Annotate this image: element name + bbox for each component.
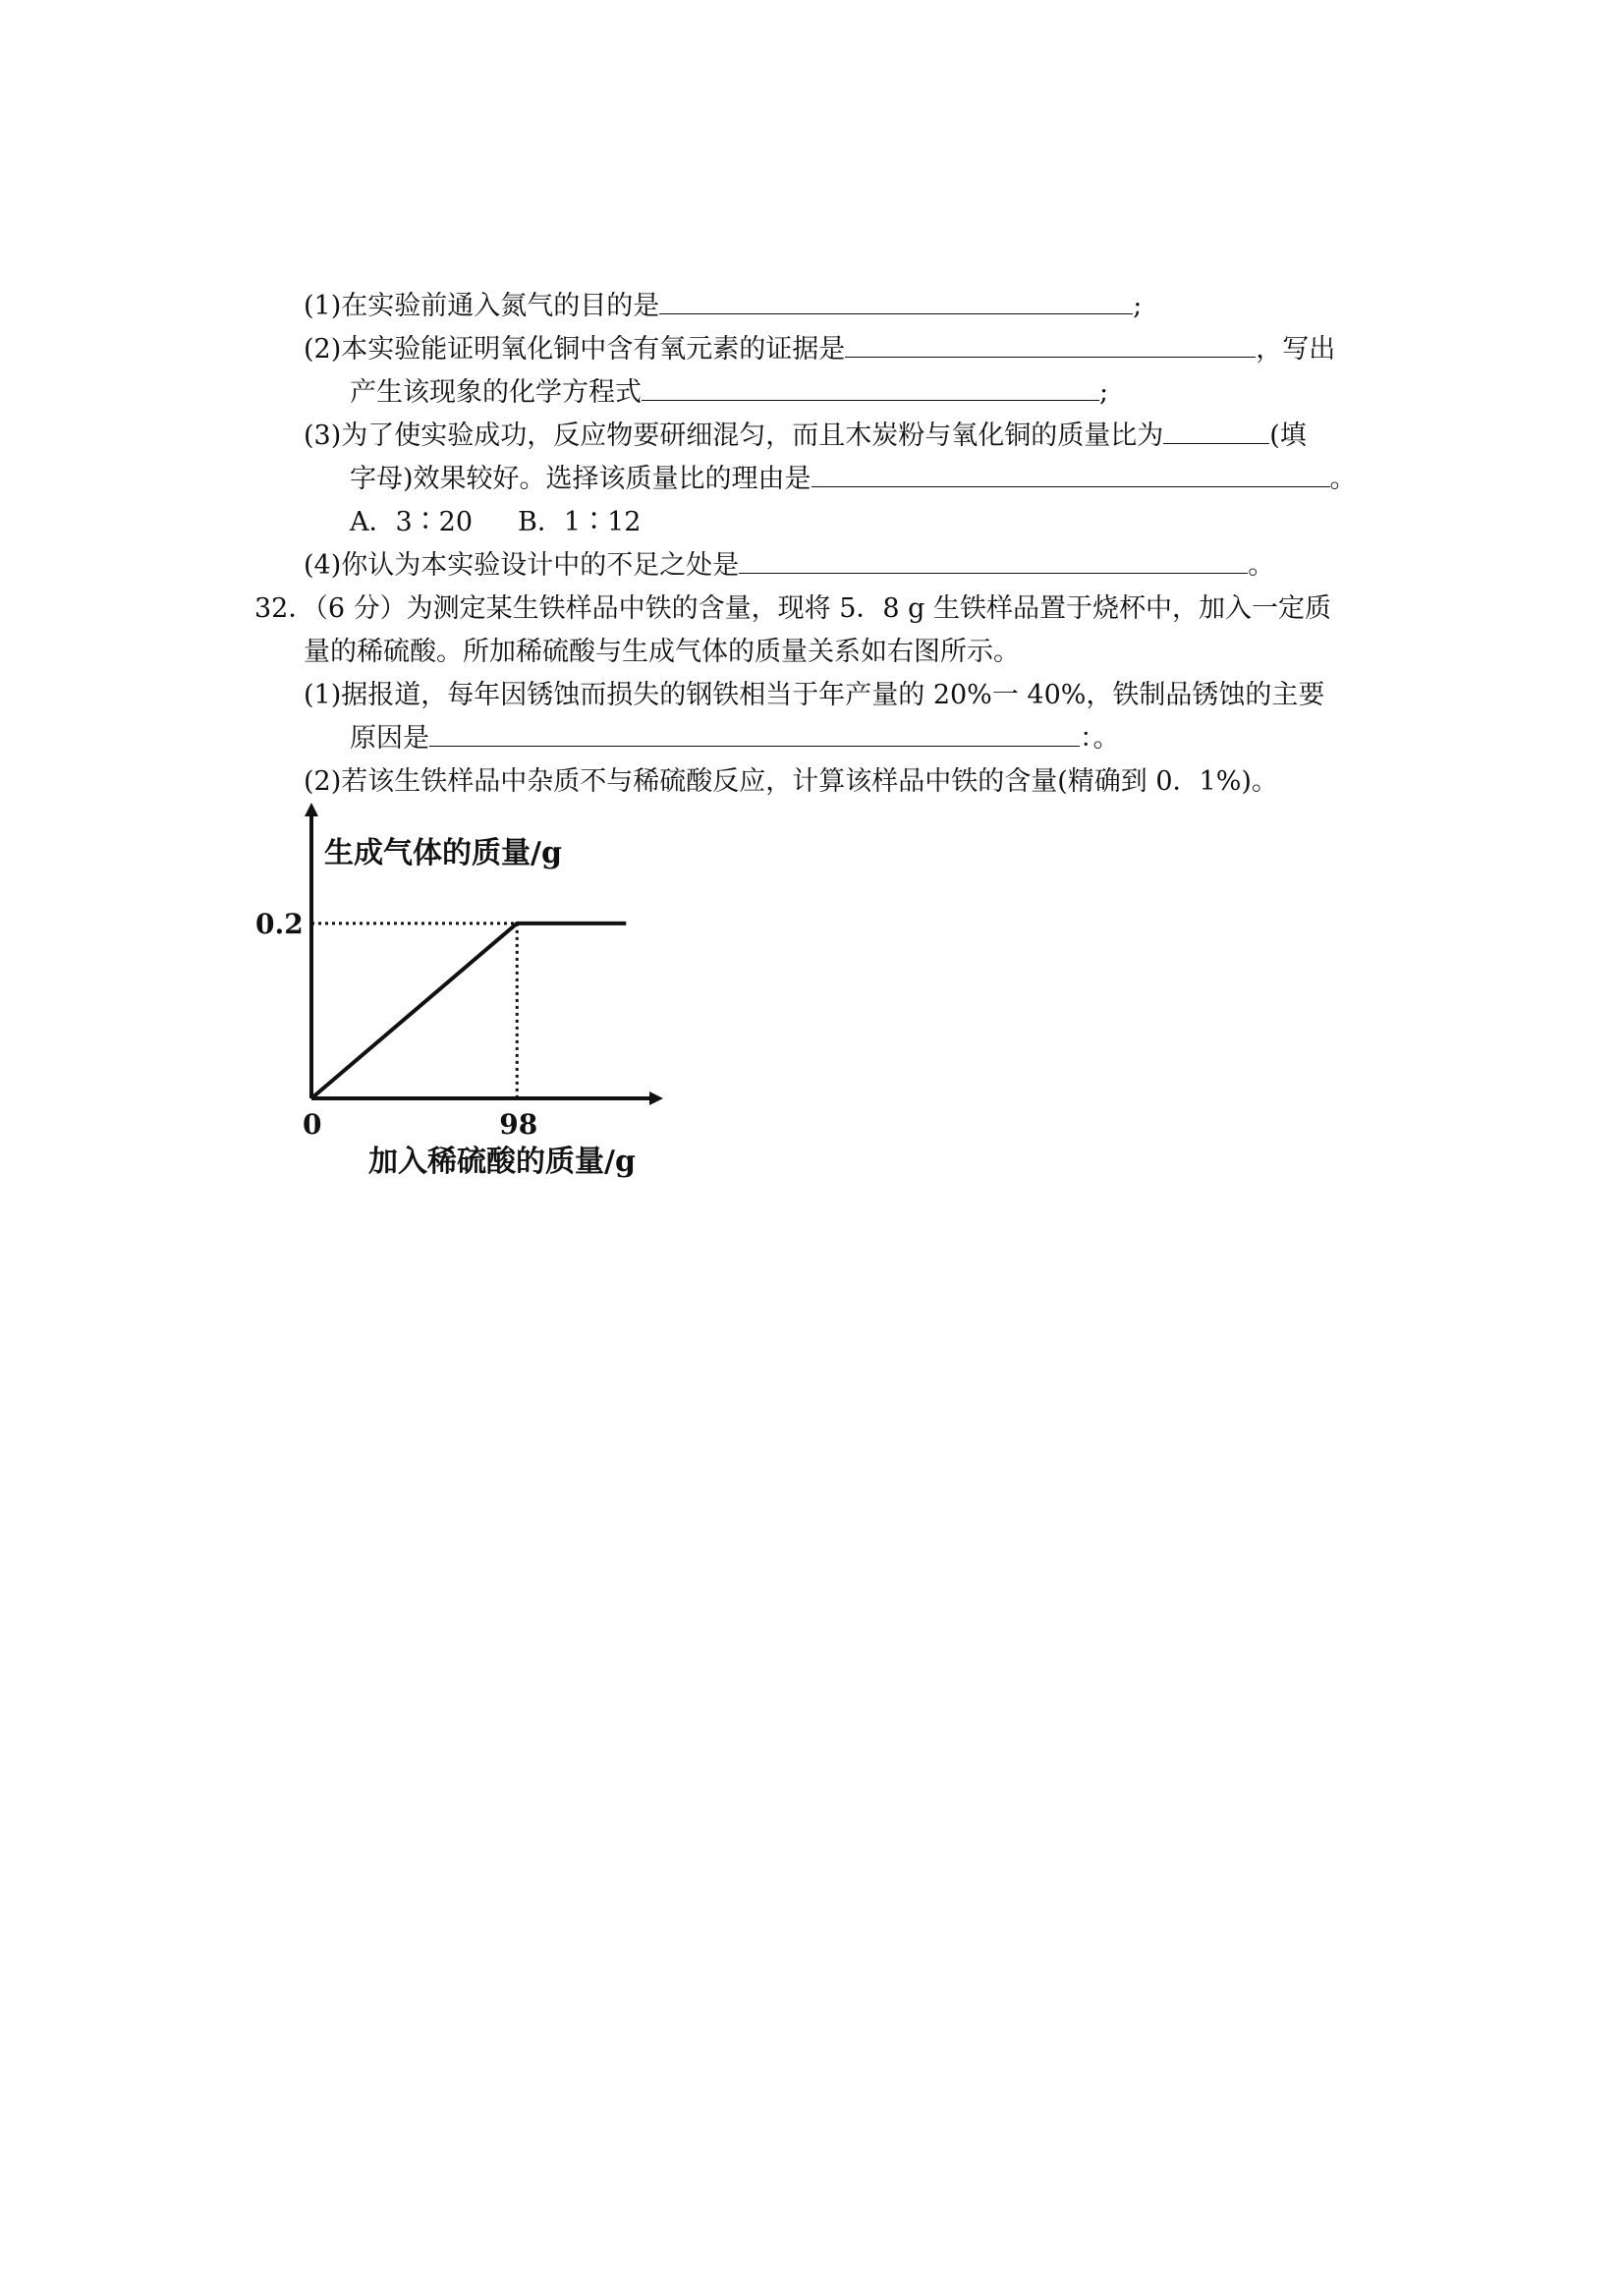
q32-part2-text: (2)若该生铁样品中杂质不与稀硫酸反应，计算该样品中铁的含量(精确到 0．1%)。 — [304, 766, 1278, 797]
q31-part4-answer-blank[interactable] — [739, 547, 1248, 574]
q31-part4 — [304, 546, 1274, 586]
q31-part1-end: ; — [1133, 291, 1143, 321]
q31-part1 — [304, 287, 1142, 326]
q31-part2-evidence-blank[interactable] — [845, 331, 1256, 358]
q32-number: 32． — [254, 593, 315, 624]
q32-part1-line2 — [350, 719, 1120, 758]
q32-stem-line2 — [304, 633, 1020, 672]
q31-part2-line2-text: 产生该现象的化学方程式 — [350, 377, 642, 408]
option-b: B．1∶12 — [518, 507, 642, 537]
q31-part2-text: (2)本实验能证明氧化铜中含有氧元素的证据是 — [304, 334, 846, 364]
gas-mass-chart — [246, 798, 678, 1191]
q31-part3-choice-blank[interactable] — [1163, 418, 1269, 444]
y-tick-label-0-2: 0.2 — [255, 907, 304, 940]
series-line — [311, 924, 626, 1098]
q31-part1-answer-blank[interactable] — [659, 288, 1133, 314]
y-axis-label: 生成气体的质量/g — [324, 836, 562, 870]
q31-part2 — [304, 330, 1335, 369]
q31-part2-equation-blank[interactable] — [642, 374, 1099, 401]
q31-part2-mid: ，写出 — [1256, 334, 1336, 364]
q32-part1-answer-blank[interactable] — [429, 720, 1080, 747]
chart-svg — [246, 798, 678, 1191]
q31-part3 — [304, 417, 1307, 456]
q31-part3-end: 。 — [1329, 464, 1357, 494]
q31-part3-mid: (填 — [1269, 420, 1307, 451]
q32-part1 — [304, 676, 1324, 715]
q31-options — [350, 503, 641, 542]
option-a: A．3∶20 — [350, 507, 474, 537]
q31-part3-line2 — [350, 460, 1357, 499]
q32-part1-end: ：。 — [1080, 723, 1120, 754]
q31-part2-end: ; — [1099, 377, 1109, 408]
q31-part1-text: (1)在实验前通入氮气的目的是 — [304, 291, 660, 321]
x-tick-label-98: 98 — [499, 1108, 538, 1141]
origin-label: 0 — [303, 1108, 322, 1141]
q32-part1-line2-text: 原因是 — [350, 723, 429, 754]
q31-part3-reason-blank[interactable] — [812, 461, 1330, 487]
q31-part2-line2 — [350, 373, 1108, 413]
q31-part3-line2-text: 字母)效果较好。选择该质量比的理由是 — [350, 464, 812, 494]
q32-stem-line2-text: 量的稀硫酸。所加稀硫酸与生成气体的质量关系如右图所示。 — [304, 637, 1020, 667]
q31-part4-end: 。 — [1248, 550, 1275, 581]
q32-part1-text: (1)据报道，每年因锈蚀而损失的钢铁相当于年产量的 20%一 40%，铁制品锈蚀的主要 — [304, 680, 1325, 710]
q32-stem — [254, 589, 1331, 629]
q31-part3-text: (3)为了使实验成功，反应物要研细混匀，而且木炭粉与氧化铜的质量比为 — [304, 420, 1164, 451]
q32-part2 — [304, 762, 1278, 802]
x-axis-label: 加入稀硫酸的质量/g — [368, 1145, 636, 1179]
q31-part4-text: (4)你认为本实验设计中的不足之处是 — [304, 550, 740, 581]
q32-stem-line1: （6 分）为测定某生铁样品中铁的含量，现将 5．8 g 生铁样品置于烧杯中，加入一定质 — [314, 593, 1332, 624]
